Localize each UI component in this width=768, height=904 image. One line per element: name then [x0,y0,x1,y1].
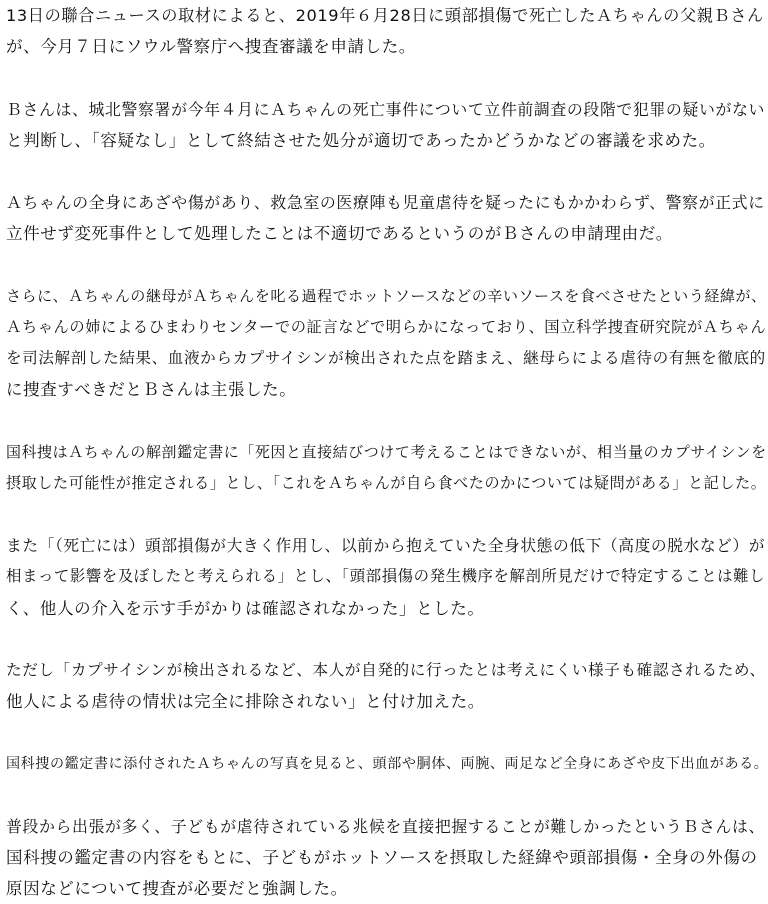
paragraph-2 [6,94,766,156]
text-line: を司法解剖した結果、血液からカプサイシンが検出された点を踏まえ、継母らによる虐待の有無を徹底的 [6,349,766,368]
paragraph-spacer [6,499,766,530]
article-body [6,0,766,904]
text-line: Ｂさんは、城北警察署が今年４月にＡちゃんの死亡事件について立件前調査の段階で犯罪の疑いがない [6,99,765,119]
text-line: く、他人の介入を示す手がかりは確認されなかった」とした。 [6,598,485,618]
text-line: 国科捜の鑑定書の内容をもとに、子どもがホットソースを摂取した経緯や頭部損傷・全身の外傷の [6,848,758,868]
paragraph-7 [6,655,766,717]
paragraph-6 [6,530,766,624]
paragraph-1 [6,0,766,62]
text-line: 原因などについて捜査が必要だと強調した。 [6,879,348,899]
text-line: ただし「カプサイシンが検出されるなど、本人が自発的に行ったとは考えにくい様子も確認されるため、 [6,660,766,679]
text-line: が、今月７日にソウル警察庁へ捜査審議を申請した。 [6,37,416,57]
paragraph-spacer [6,405,766,436]
paragraph-spacer [6,780,766,811]
paragraph-3 [6,187,766,249]
text-line: さらに、Ａちゃんの継母がＡちゃんを叱る過程でホットソースなどの辛いソースを食べさせたという経緯が、 [6,286,767,305]
text-line: 普段から出張が多く、子どもが虐待されている兆候を直接把握することが難しかったというＢさんは、 [6,816,765,836]
text-line: 国科捜はＡちゃんの解剖鑑定書に「死因と直接結びつけて考えることはできないが、相当量のカプサイシンを [6,442,767,461]
paragraph-5 [6,437,766,499]
paragraph-spacer [6,156,766,187]
text-line: 立件せず変死事件として処理したことは不適切であるというのがＢさんの申請理由だ。 [6,224,673,244]
paragraph-8 [6,749,766,780]
paragraph-spacer [6,717,766,748]
paragraph-spacer [6,250,766,281]
text-line: 相まって影響を及ぼしたと考えられる」とし、「頭部損傷の発生機序を解剖所見だけで特定することは難し [6,567,766,586]
text-line: 13日の聯合ニュースの取材によると、2019年６月28日に頭部損傷で死亡したＡちゃんの父親Ｂさん [6,6,764,25]
text-line: と判断し、「容疑なし」として終結させた処分が適切であったかどうかなどの審議を求めた。 [6,130,716,150]
text-line: 摂取した可能性が推定される」とし、「これをＡちゃんが自ら食べたのかについては疑問がある」と記した。 [6,473,767,492]
text-line: 他人による虐待の情状は完全に排除されない」と付け加えた。 [6,692,485,712]
text-line: Ａちゃんの姉によるひまわりセンターでの証言などで明らかになっており、国立科学捜査研究院がＡちゃん [6,317,767,336]
text-line: また「（死亡には）頭部損傷が大きく作用し、以前から抱えていた全身状態の低下（高度の脱水など）が [6,536,766,556]
paragraph-4 [6,281,766,406]
text-line: 国科捜の鑑定書に添付されたＡちゃんの写真を見ると、頭部や胴体、両腕、両足など全身にあざや皮下出血がある。 [6,755,768,772]
paragraph-spacer [6,624,766,655]
text-line: に捜査すべきだとＢさんは主張した。 [6,380,297,400]
paragraph-9 [6,811,766,904]
paragraph-spacer [6,62,766,93]
text-line: Ａちゃんの全身にあざや傷があり、救急室の医療陣も児童虐待を疑ったにもかかわらず、警察が正式に [6,193,765,213]
